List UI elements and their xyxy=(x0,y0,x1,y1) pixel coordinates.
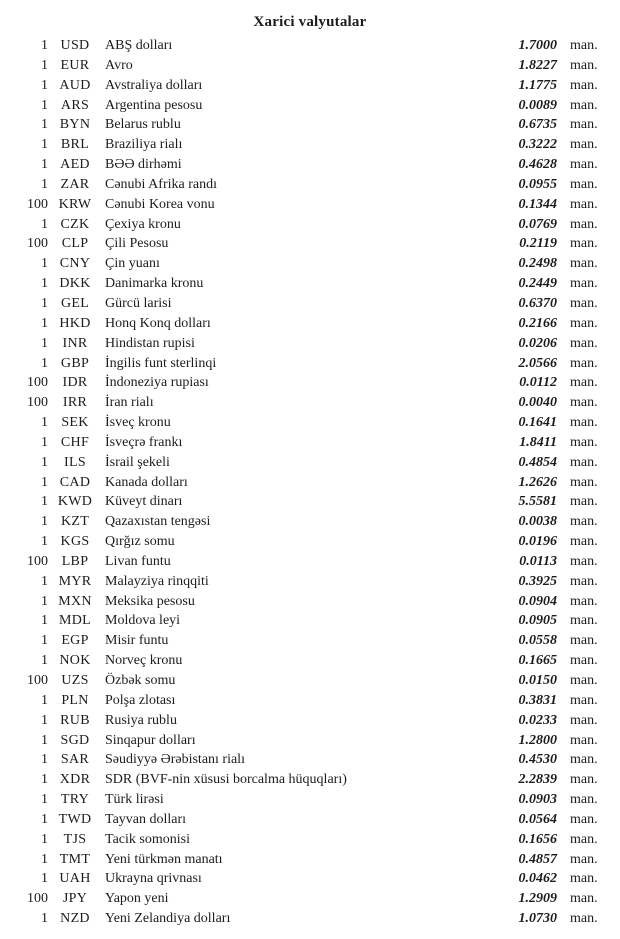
rate-cell: 0.0462 xyxy=(518,871,557,887)
unit-cell: man. xyxy=(570,692,598,708)
currency-name-cell: Belarus rublu xyxy=(105,117,181,133)
currency-name-cell: Braziliya rialı xyxy=(105,137,183,153)
rate-cell: 0.0558 xyxy=(518,633,557,649)
table-row xyxy=(0,869,620,889)
quantity-cell: 100 xyxy=(27,236,48,252)
rate-cell: 0.1665 xyxy=(518,653,557,669)
quantity-cell: 1 xyxy=(41,613,48,629)
currency-name-cell: Cənubi Afrika randı xyxy=(105,176,217,192)
currency-name-cell: Norveç kronu xyxy=(105,653,183,669)
currency-code-cell: EGP xyxy=(61,633,89,649)
rate-cell: 0.0196 xyxy=(518,534,557,550)
quantity-cell: 100 xyxy=(27,553,48,569)
quantity-cell: 1 xyxy=(41,415,48,431)
rate-cell: 1.2626 xyxy=(518,474,557,490)
table-row xyxy=(0,492,620,512)
currency-name-cell: Gürcü larisi xyxy=(105,295,172,311)
table-row xyxy=(0,889,620,909)
quantity-cell: 1 xyxy=(41,494,48,510)
table-row xyxy=(0,115,620,135)
currency-code-cell: CAD xyxy=(59,474,91,490)
currency-code-cell: ILS xyxy=(64,454,86,470)
rate-cell: 0.0040 xyxy=(518,395,557,411)
quantity-cell: 1 xyxy=(41,434,48,450)
quantity-cell: 1 xyxy=(41,137,48,153)
currency-code-cell: SEK xyxy=(61,415,89,431)
unit-cell: man. xyxy=(570,593,598,609)
currency-name-cell: Kanada dolları xyxy=(105,474,188,490)
currency-name-cell: Moldova leyi xyxy=(105,613,181,629)
table-row xyxy=(0,850,620,870)
table-row xyxy=(0,234,620,254)
unit-cell: man. xyxy=(570,256,598,272)
table-row xyxy=(0,314,620,334)
rate-cell: 2.2839 xyxy=(518,772,557,788)
currency-name-cell: Küveyt dinarı xyxy=(105,494,183,510)
table-row xyxy=(0,770,620,790)
quantity-cell: 1 xyxy=(41,752,48,768)
currency-code-cell: BRL xyxy=(60,137,90,153)
unit-cell: man. xyxy=(570,335,598,351)
table-row xyxy=(0,611,620,631)
currency-code-cell: JPY xyxy=(62,891,88,907)
quantity-cell: 1 xyxy=(41,772,48,788)
unit-cell: man. xyxy=(570,216,598,232)
rate-cell: 0.0564 xyxy=(518,811,557,827)
currency-code-cell: ARS xyxy=(60,97,90,113)
table-row xyxy=(0,572,620,592)
unit-cell: man. xyxy=(570,57,598,73)
table-row xyxy=(0,552,620,572)
currency-name-cell: Danimarka kronu xyxy=(105,276,204,292)
currency-code-cell: UAH xyxy=(59,871,91,887)
quantity-cell: 1 xyxy=(41,732,48,748)
currency-name-cell: Çin yuanı xyxy=(105,256,160,272)
quantity-cell: 1 xyxy=(41,871,48,887)
currency-code-cell: CLP xyxy=(61,236,89,252)
quantity-cell: 100 xyxy=(27,395,48,411)
unit-cell: man. xyxy=(570,653,598,669)
rate-cell: 0.3222 xyxy=(518,137,557,153)
table-row xyxy=(0,532,620,552)
unit-cell: man. xyxy=(570,375,598,391)
currency-code-cell: BYN xyxy=(59,117,91,133)
table-row xyxy=(0,631,620,651)
currency-name-cell: Avstraliya dolları xyxy=(105,77,203,93)
quantity-cell: 1 xyxy=(41,792,48,808)
quantity-cell: 1 xyxy=(41,38,48,53)
currency-code-cell: KZT xyxy=(60,514,90,530)
unit-cell: man. xyxy=(570,752,598,768)
unit-cell: man. xyxy=(570,276,598,292)
currency-code-cell: ZAR xyxy=(60,176,90,192)
unit-cell: man. xyxy=(570,633,598,649)
quantity-cell: 1 xyxy=(41,295,48,311)
currency-code-cell: LBP xyxy=(61,553,89,569)
rate-cell: 0.0206 xyxy=(518,335,557,351)
currency-code-cell: RUB xyxy=(60,712,90,728)
rate-cell: 1.2909 xyxy=(518,891,557,907)
table-row xyxy=(0,790,620,810)
table-row xyxy=(0,135,620,155)
quantity-cell: 100 xyxy=(27,891,48,907)
currency-code-cell: IRR xyxy=(62,395,88,411)
quantity-cell: 1 xyxy=(41,653,48,669)
currency-code-cell: CNY xyxy=(59,256,91,272)
rate-cell: 0.2498 xyxy=(518,256,557,272)
rate-cell: 0.3925 xyxy=(518,573,557,589)
currency-code-cell: GEL xyxy=(60,295,90,311)
currency-code-cell: TWD xyxy=(58,811,92,827)
quantity-cell: 1 xyxy=(41,97,48,113)
currency-name-cell: İndoneziya rupiası xyxy=(105,375,209,391)
unit-cell: man. xyxy=(570,38,598,53)
currency-code-cell: DKK xyxy=(59,276,91,292)
unit-cell: man. xyxy=(570,196,598,212)
table-row xyxy=(0,413,620,433)
unit-cell: man. xyxy=(570,355,598,371)
currency-table xyxy=(0,36,620,929)
unit-cell: man. xyxy=(570,176,598,192)
currency-code-cell: INR xyxy=(62,335,88,351)
currency-name-cell: Polşa zlotası xyxy=(105,692,176,708)
unit-cell: man. xyxy=(570,534,598,550)
currency-code-cell: KGS xyxy=(60,534,90,550)
unit-cell: man. xyxy=(570,792,598,808)
currency-name-cell: Honq Konq dolları xyxy=(105,315,211,331)
currency-name-cell: İngilis funt sterlinqi xyxy=(105,355,217,371)
table-row xyxy=(0,334,620,354)
page-title: Xarici valyutalar xyxy=(253,14,367,30)
currency-name-cell: SDR (BVF-nin xüsusi borcalma hüquqları) xyxy=(105,772,347,788)
quantity-cell: 1 xyxy=(41,633,48,649)
unit-cell: man. xyxy=(570,911,598,927)
table-row xyxy=(0,433,620,453)
currency-name-cell: ABŞ dolları xyxy=(105,38,173,53)
unit-cell: man. xyxy=(570,236,598,252)
unit-cell: man. xyxy=(570,891,598,907)
table-row xyxy=(0,512,620,532)
rate-cell: 1.1775 xyxy=(518,77,557,93)
rate-cell: 1.8411 xyxy=(519,434,557,450)
unit-cell: man. xyxy=(570,157,598,173)
table-row xyxy=(0,354,620,374)
quantity-cell: 1 xyxy=(41,454,48,470)
unit-cell: man. xyxy=(570,434,598,450)
quantity-cell: 1 xyxy=(41,811,48,827)
currency-name-cell: Yeni Zelandiya dolları xyxy=(105,911,231,927)
currency-name-cell: Səudiyyə Ərəbistanı rialı xyxy=(105,752,245,768)
currency-name-cell: Tayvan dolları xyxy=(105,811,187,827)
table-row xyxy=(0,76,620,96)
table-row xyxy=(0,393,620,413)
currency-name-cell: Çexiya kronu xyxy=(105,216,181,232)
quantity-cell: 1 xyxy=(41,692,48,708)
unit-cell: man. xyxy=(570,851,598,867)
currency-name-cell: Malayziya rinqqiti xyxy=(105,573,209,589)
unit-cell: man. xyxy=(570,514,598,530)
currency-name-cell: İran rialı xyxy=(105,395,154,411)
currency-name-cell: Ukrayna qrivnası xyxy=(105,871,202,887)
unit-cell: man. xyxy=(570,117,598,133)
quantity-cell: 1 xyxy=(41,57,48,73)
quantity-cell: 1 xyxy=(41,157,48,173)
unit-cell: man. xyxy=(570,454,598,470)
currency-code-cell: SAR xyxy=(60,752,90,768)
currency-name-cell: BƏƏ dirhəmi xyxy=(105,157,182,173)
table-row xyxy=(0,36,620,56)
quantity-cell: 1 xyxy=(41,117,48,133)
unit-cell: man. xyxy=(570,831,598,847)
table-row xyxy=(0,373,620,393)
currency-name-cell: Çili Pesosu xyxy=(105,236,169,252)
rate-cell: 1.2800 xyxy=(518,732,557,748)
quantity-cell: 1 xyxy=(41,176,48,192)
rate-cell: 0.0038 xyxy=(518,514,557,530)
unit-cell: man. xyxy=(570,77,598,93)
currency-code-cell: CHF xyxy=(60,434,90,450)
currency-name-cell: İsveçrə frankı xyxy=(105,434,183,450)
rate-cell: 0.0112 xyxy=(519,375,557,391)
table-row xyxy=(0,691,620,711)
table-row xyxy=(0,711,620,731)
table-row xyxy=(0,909,620,929)
rate-cell: 0.0089 xyxy=(518,97,557,113)
currency-code-cell: AUD xyxy=(59,77,91,93)
unit-cell: man. xyxy=(570,732,598,748)
table-row xyxy=(0,651,620,671)
rate-cell: 0.0113 xyxy=(519,553,557,569)
table-row xyxy=(0,155,620,175)
currency-code-cell: MXN xyxy=(58,593,92,609)
currency-code-cell: SGD xyxy=(60,732,90,748)
currency-code-cell: MYR xyxy=(58,573,92,589)
rate-cell: 0.6735 xyxy=(518,117,557,133)
currency-code-cell: TRY xyxy=(60,792,90,808)
table-row xyxy=(0,215,620,235)
table-row xyxy=(0,750,620,770)
rate-cell: 1.8227 xyxy=(518,57,557,73)
quantity-cell: 1 xyxy=(41,593,48,609)
currency-name-cell: Türk lirəsi xyxy=(105,792,164,808)
currency-name-cell: Avro xyxy=(105,57,133,73)
quantity-cell: 1 xyxy=(41,474,48,490)
currency-name-cell: Meksika pesosu xyxy=(105,593,195,609)
currency-code-cell: KWD xyxy=(57,494,93,510)
currency-name-cell: Argentina pesosu xyxy=(105,97,203,113)
table-row xyxy=(0,810,620,830)
quantity-cell: 1 xyxy=(41,831,48,847)
currency-code-cell: KRW xyxy=(58,196,92,212)
rate-cell: 5.5581 xyxy=(518,494,557,510)
table-row xyxy=(0,671,620,691)
quantity-cell: 1 xyxy=(41,851,48,867)
currency-code-cell: UZS xyxy=(61,673,89,688)
unit-cell: man. xyxy=(570,137,598,153)
quantity-cell: 1 xyxy=(41,335,48,351)
rate-cell: 0.0955 xyxy=(518,176,557,192)
unit-cell: man. xyxy=(570,573,598,589)
currency-name-cell: Rusiya rublu xyxy=(105,712,177,728)
rate-cell: 0.6370 xyxy=(518,295,557,311)
rate-cell: 0.0150 xyxy=(518,673,557,688)
quantity-cell: 1 xyxy=(41,911,48,927)
currency-code-cell: CZK xyxy=(60,216,90,232)
table-row xyxy=(0,274,620,294)
currency-name-cell: Misir funtu xyxy=(105,633,169,649)
rate-cell: 0.2166 xyxy=(518,315,557,331)
unit-cell: man. xyxy=(570,295,598,311)
currency-code-cell: TMT xyxy=(59,851,91,867)
currency-name-cell: Yeni türkmən manatı xyxy=(105,851,223,867)
currency-name-cell: Livan funtu xyxy=(105,553,171,569)
unit-cell: man. xyxy=(570,97,598,113)
table-row xyxy=(0,473,620,493)
currency-name-cell: Cənubi Korea vonu xyxy=(105,196,215,212)
currency-name-cell: İsrail şekeli xyxy=(105,454,170,470)
table-row xyxy=(0,195,620,215)
table-row xyxy=(0,254,620,274)
rate-cell: 0.0233 xyxy=(518,712,557,728)
currency-code-cell: HKD xyxy=(59,315,91,331)
unit-cell: man. xyxy=(570,712,598,728)
quantity-cell: 100 xyxy=(27,673,48,688)
rate-cell: 0.0769 xyxy=(518,216,557,232)
unit-cell: man. xyxy=(570,553,598,569)
currency-code-cell: AED xyxy=(60,157,90,173)
rate-cell: 0.4628 xyxy=(518,157,557,173)
currency-code-cell: EUR xyxy=(60,57,90,73)
rate-cell: 0.0904 xyxy=(518,593,557,609)
currency-name-cell: Qırğız somu xyxy=(105,534,175,550)
table-row xyxy=(0,830,620,850)
table-row xyxy=(0,96,620,116)
quantity-cell: 100 xyxy=(27,196,48,212)
rate-cell: 0.2119 xyxy=(519,236,557,252)
quantity-cell: 1 xyxy=(41,534,48,550)
rate-cell: 0.1344 xyxy=(518,196,557,212)
rate-cell: 0.2449 xyxy=(518,276,557,292)
currency-code-cell: MDL xyxy=(58,613,91,629)
rate-cell: 0.0903 xyxy=(518,792,557,808)
rate-cell: 0.1656 xyxy=(518,831,557,847)
rate-cell: 1.7000 xyxy=(518,38,557,53)
rate-cell: 0.0905 xyxy=(518,613,557,629)
rate-cell: 0.1641 xyxy=(518,415,557,431)
quantity-cell: 100 xyxy=(27,375,48,391)
rate-cell: 2.0566 xyxy=(518,355,557,371)
rate-cell: 0.4854 xyxy=(518,454,557,470)
table-row xyxy=(0,175,620,195)
currency-code-cell: TJS xyxy=(63,831,87,847)
currency-code-cell: NZD xyxy=(60,911,90,927)
currency-code-cell: IDR xyxy=(62,375,88,391)
rate-cell: 0.3831 xyxy=(518,692,557,708)
currency-name-cell: Yapon yeni xyxy=(105,891,169,907)
table-row xyxy=(0,294,620,314)
currency-name-cell: İsveç kronu xyxy=(105,415,171,431)
quantity-cell: 1 xyxy=(41,573,48,589)
unit-cell: man. xyxy=(570,811,598,827)
unit-cell: man. xyxy=(570,613,598,629)
quantity-cell: 1 xyxy=(41,315,48,331)
quantity-cell: 1 xyxy=(41,256,48,272)
rate-cell: 1.0730 xyxy=(518,911,557,927)
unit-cell: man. xyxy=(570,395,598,411)
quantity-cell: 1 xyxy=(41,216,48,232)
currency-code-cell: NOK xyxy=(59,653,91,669)
quantity-cell: 1 xyxy=(41,276,48,292)
unit-cell: man. xyxy=(570,673,598,688)
table-row xyxy=(0,56,620,76)
currency-code-cell: XDR xyxy=(59,772,91,788)
table-row xyxy=(0,731,620,751)
currency-code-cell: GBP xyxy=(60,355,90,371)
rate-cell: 0.4530 xyxy=(518,752,557,768)
currency-code-cell: USD xyxy=(60,38,90,53)
unit-cell: man. xyxy=(570,772,598,788)
unit-cell: man. xyxy=(570,315,598,331)
table-row xyxy=(0,592,620,612)
unit-cell: man. xyxy=(570,494,598,510)
unit-cell: man. xyxy=(570,871,598,887)
unit-cell: man. xyxy=(570,415,598,431)
table-row xyxy=(0,453,620,473)
quantity-cell: 1 xyxy=(41,514,48,530)
currency-name-cell: Tacik somonisi xyxy=(105,831,190,847)
currency-code-cell: PLN xyxy=(61,692,89,708)
quantity-cell: 1 xyxy=(41,355,48,371)
currency-name-cell: Qazaxıstan tengəsi xyxy=(105,514,211,530)
currency-name-cell: Sinqapur dolları xyxy=(105,732,196,748)
quantity-cell: 1 xyxy=(41,712,48,728)
unit-cell: man. xyxy=(570,474,598,490)
quantity-cell: 1 xyxy=(41,77,48,93)
currency-name-cell: Özbək somu xyxy=(105,673,176,688)
currency-name-cell: Hindistan rupisi xyxy=(105,335,195,351)
rate-cell: 0.4857 xyxy=(518,851,557,867)
